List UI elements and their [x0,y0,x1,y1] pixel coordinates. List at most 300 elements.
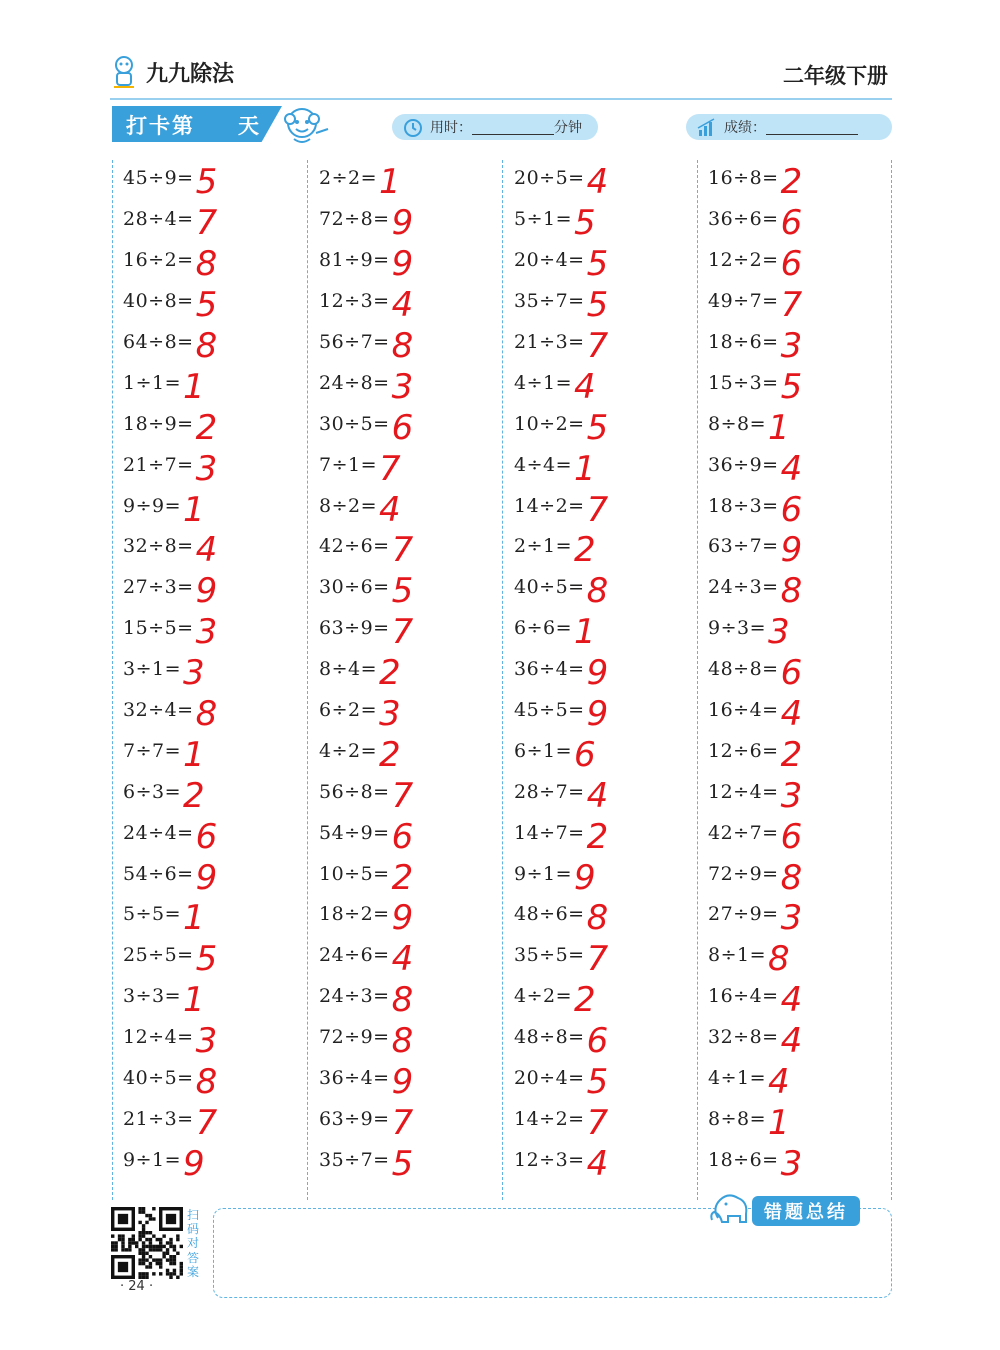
problem-row [123,649,313,694]
handwritten-answer[interactable]: 6 [780,489,803,530]
handwritten-answer[interactable]: 4 [379,489,401,530]
problem-row [514,649,704,694]
handwritten-answer[interactable]: 9 [183,1143,205,1184]
handwritten-answer[interactable]: 8 [195,1062,218,1103]
division-problem: 72÷9= [319,1026,390,1049]
time-blank[interactable] [472,120,554,135]
division-problem: 16÷2= [123,249,194,272]
division-problem: 54÷9= [319,821,390,844]
handwritten-answer[interactable]: 3 [183,653,205,694]
handwritten-answer[interactable]: 9 [586,653,609,694]
problem-row [708,935,898,980]
problem-row [708,690,898,735]
handwritten-answer[interactable]: 3 [768,612,790,653]
grade-label: 二年级下册 [783,64,888,88]
handwritten-answer[interactable]: 7 [391,530,414,571]
division-problem: 8÷8= [708,412,767,435]
division-problem: 40÷5= [514,576,585,599]
division-problem: 32÷8= [708,1026,779,1049]
division-problem: 18÷2= [319,903,390,926]
score-blank[interactable] [766,120,858,135]
handwritten-answer[interactable]: 7 [391,775,414,816]
problem-row [319,199,509,244]
division-problem: 27÷3= [123,576,194,599]
handwritten-answer[interactable]: 6 [780,816,803,857]
problem-row [708,158,898,203]
problem-row [123,690,313,735]
problem-row [514,199,704,244]
problem-row [514,1017,704,1062]
handwritten-answer[interactable]: 7 [586,489,609,530]
division-problem: 20÷4= [514,249,585,272]
page-title: 九九除法 [146,61,235,87]
division-problem: 12÷3= [319,290,390,313]
division-problem: 6÷3= [123,780,182,803]
problem-row [123,322,313,366]
problem-row [514,608,704,653]
problem-row [708,1098,898,1143]
checkin-banner [112,106,302,142]
division-problem: 4÷1= [708,1067,767,1090]
problem-row [514,935,704,980]
division-problem: 10÷5= [319,862,390,885]
problem-row [319,608,509,653]
problem-row [708,1017,898,1062]
division-problem: 21÷3= [514,331,585,353]
division-problem: 25÷5= [123,944,194,967]
handwritten-answer[interactable]: 4 [586,162,609,203]
handwritten-answer[interactable]: 7 [195,203,218,244]
handwritten-answer[interactable]: 7 [780,285,803,326]
division-problem: 16÷4= [708,699,779,722]
division-problem: 28÷7= [514,780,585,803]
problem-row [514,1098,704,1143]
division-problem: 7÷7= [123,739,182,762]
handwritten-answer[interactable]: 3 [379,694,401,735]
problem-row [319,240,509,285]
division-problem: 36÷9= [708,453,779,476]
problem-row [319,1058,509,1103]
handwritten-answer[interactable]: 6 [780,244,803,285]
problem-row [123,526,313,571]
division-problem: 6÷1= [514,739,573,762]
handwritten-answer[interactable]: 5 [391,571,414,612]
division-problem: 24÷3= [708,576,779,599]
problem-row [708,771,898,816]
handwritten-answer[interactable]: 5 [586,285,609,326]
problem-row [319,322,509,366]
handwritten-answer[interactable]: 5 [586,1062,609,1103]
problem-row [708,362,898,407]
division-problem: 24÷8= [319,371,390,394]
handwritten-answer[interactable]: 1 [574,612,596,653]
problem-row [514,812,704,857]
division-problem: 14÷2= [514,1107,585,1130]
problem-row [708,322,898,366]
problem-row [514,526,704,571]
division-problem: 45÷5= [514,699,585,722]
handwritten-answer[interactable]: 5 [586,407,609,448]
handwritten-answer[interactable]: 3 [780,1143,803,1184]
handwritten-answer[interactable]: 3 [780,326,803,366]
division-problem: 40÷5= [123,1067,194,1090]
qr-code[interactable] [111,1207,183,1279]
division-problem: 9÷1= [123,1148,182,1171]
division-problem: 40÷8= [123,290,194,313]
problem-row [708,199,898,244]
division-problem: 42÷6= [319,535,390,558]
checkin-day-label: 天 [238,114,259,138]
problem-row [708,1058,898,1103]
problem-row [708,1139,898,1184]
handwritten-answer[interactable]: 7 [586,326,609,366]
problem-row [319,485,509,530]
problem-row [319,853,509,898]
handwritten-answer[interactable]: 1 [379,162,401,203]
handwritten-answer[interactable]: 4 [391,939,414,980]
division-problem: 4÷1= [514,371,573,394]
division-problem: 10÷2= [514,412,585,435]
handwritten-answer[interactable]: 7 [391,612,414,653]
division-problem: 63÷9= [319,1107,390,1130]
division-problem: 49÷7= [708,290,779,313]
problem-row [123,976,313,1021]
handwritten-answer[interactable]: 5 [195,285,218,326]
problem-column-1 [123,158,313,1184]
division-problem: 36÷4= [514,658,585,681]
handwritten-answer[interactable]: 5 [780,366,803,407]
problem-row [123,1017,313,1062]
problem-row [123,771,313,816]
problem-row [123,281,313,326]
division-problem: 56÷7= [319,331,390,353]
checkin-label: 打卡第 [126,114,195,138]
handwritten-answer[interactable]: 9 [195,857,218,898]
handwritten-answer[interactable]: 4 [195,530,218,571]
handwritten-answer[interactable]: 2 [183,775,205,816]
problem-row [514,322,704,366]
handwritten-answer[interactable]: 6 [586,1021,609,1062]
problem-row [514,240,704,285]
header-divider [110,98,892,100]
division-problem: 24÷3= [319,985,390,1008]
division-problem: 8÷2= [319,494,378,517]
division-problem: 18÷3= [708,494,779,517]
problem-row [514,444,704,489]
problem-row [514,894,704,939]
chart-icon [696,116,718,138]
handwritten-answer[interactable]: 3 [780,898,803,939]
problem-row [319,730,509,775]
handwritten-answer[interactable]: 7 [586,939,609,980]
handwritten-answer[interactable]: 9 [391,244,414,285]
division-problem: 27÷9= [708,903,779,926]
division-problem: 36÷6= [708,208,779,231]
problem-row [514,403,704,448]
handwritten-answer[interactable]: 2 [574,980,596,1021]
handwritten-answer[interactable]: 7 [379,448,401,489]
problem-row [708,608,898,653]
handwritten-answer[interactable]: 1 [183,489,205,530]
problem-row [319,281,509,326]
handwritten-answer[interactable]: 1 [183,734,205,775]
division-problem: 45÷9= [123,167,194,190]
division-problem: 16÷4= [708,985,779,1008]
problem-row [708,853,898,898]
problem-row [514,485,704,530]
column-divider [112,160,113,1200]
handwritten-answer[interactable]: 3 [195,448,218,489]
page-number: · 24 · [120,1279,154,1294]
problem-row [708,649,898,694]
division-problem: 6÷6= [514,617,573,640]
handwritten-answer[interactable]: 3 [780,775,803,816]
problem-row [123,608,313,653]
handwritten-answer[interactable]: 4 [586,1143,609,1184]
handwritten-answer[interactable]: 4 [391,285,414,326]
problem-row [514,771,704,816]
handwritten-answer[interactable]: 8 [780,857,803,898]
division-problem: 12÷4= [708,780,779,803]
problem-row [708,567,898,612]
handwritten-answer[interactable]: 9 [391,1062,414,1103]
division-problem: 3÷3= [123,985,182,1008]
division-problem: 5÷5= [123,903,182,926]
handwritten-answer[interactable]: 1 [768,407,790,448]
problem-column-4 [708,158,898,1184]
division-problem: 42÷7= [708,821,779,844]
handwritten-answer[interactable]: 8 [195,694,218,735]
division-problem: 9÷1= [514,862,573,885]
problem-row [319,812,509,857]
handwritten-answer[interactable]: 4 [574,366,596,407]
division-problem: 30÷5= [319,412,390,435]
division-problem: 12÷4= [123,1026,194,1049]
problem-row [123,1139,313,1184]
handwritten-answer[interactable]: 6 [391,816,414,857]
handwritten-answer[interactable]: 9 [574,857,596,898]
handwritten-answer[interactable]: 2 [574,530,596,571]
division-problem: 2÷1= [514,535,573,558]
problem-row [123,1058,313,1103]
handwritten-answer[interactable]: 8 [586,898,609,939]
time-label: 用时： [430,120,472,136]
division-problem: 48÷8= [708,658,779,681]
handwritten-answer[interactable]: 8 [195,326,218,366]
division-problem: 36÷4= [319,1067,390,1090]
handwritten-answer[interactable]: 2 [586,816,609,857]
problem-row [123,444,313,489]
division-problem: 16÷8= [708,167,779,190]
problem-row [319,976,509,1021]
division-problem: 32÷8= [123,535,194,558]
problem-row [319,362,509,407]
handwritten-answer[interactable]: 8 [586,571,609,612]
division-problem: 20÷5= [514,167,585,190]
division-problem: 14÷2= [514,494,585,517]
problem-row [514,1058,704,1103]
problem-row [514,362,704,407]
division-problem: 21÷7= [123,453,194,476]
problem-row [123,362,313,407]
problem-row [319,771,509,816]
division-problem: 24÷4= [123,821,194,844]
division-problem: 72÷8= [319,208,390,231]
handwritten-answer[interactable]: 2 [780,734,803,775]
division-problem: 56÷8= [319,780,390,803]
division-problem: 35÷7= [514,290,585,313]
division-problem: 4÷2= [319,739,378,762]
problem-row [708,240,898,285]
problem-row [708,403,898,448]
handwritten-answer[interactable]: 7 [586,1102,609,1143]
division-problem: 6÷2= [319,699,378,722]
division-problem: 12÷6= [708,739,779,762]
handwritten-answer[interactable]: 9 [391,203,414,244]
problem-row [319,403,509,448]
problem-row [708,485,898,530]
problem-row [708,894,898,939]
handwritten-answer[interactable]: 1 [768,1102,790,1143]
division-problem: 64÷8= [123,331,194,353]
problem-row [319,1017,509,1062]
mistakes-summary-label: 错题总结 [752,1196,860,1226]
division-problem: 21÷3= [123,1107,194,1130]
handwritten-answer[interactable]: 9 [586,694,609,735]
problem-row [514,281,704,326]
division-problem: 9÷9= [123,494,182,517]
handwritten-answer[interactable]: 4 [780,980,803,1021]
division-problem: 4÷2= [514,985,573,1008]
division-problem: 18÷6= [708,1148,779,1171]
handwritten-answer[interactable]: 2 [391,857,414,898]
handwritten-answer[interactable]: 2 [379,653,401,694]
handwritten-answer[interactable]: 9 [195,571,218,612]
handwritten-answer[interactable]: 6 [780,653,803,694]
problem-column-3 [514,158,704,1184]
handwritten-answer[interactable]: 5 [391,1143,414,1184]
handwritten-answer[interactable]: 5 [195,939,218,980]
problem-row [123,853,313,898]
handwritten-answer[interactable]: 1 [183,980,205,1021]
division-problem: 30÷6= [319,576,390,599]
division-problem: 72÷9= [708,862,779,885]
division-problem: 35÷5= [514,944,585,967]
handwritten-answer[interactable]: 3 [195,1021,218,1062]
problem-row [319,935,509,980]
problem-row [123,199,313,244]
handwritten-answer[interactable]: 5 [586,244,609,285]
handwritten-answer[interactable]: 3 [391,366,414,407]
handwritten-answer[interactable]: 8 [391,980,414,1021]
division-problem: 1÷1= [123,371,182,394]
division-problem: 2÷2= [319,167,378,190]
handwritten-answer[interactable]: 4 [780,694,803,735]
division-problem: 8÷4= [319,658,378,681]
handwritten-answer[interactable]: 8 [780,571,803,612]
division-problem: 3÷1= [123,658,182,681]
problem-row [514,1139,704,1184]
problem-row [514,853,704,898]
handwritten-answer[interactable]: 7 [195,1102,218,1143]
handwritten-answer[interactable]: 1 [574,448,596,489]
problem-row [514,567,704,612]
handwritten-answer[interactable]: 4 [780,448,803,489]
handwritten-answer[interactable]: 2 [379,734,401,775]
division-problem: 48÷6= [514,903,585,926]
problem-row [123,812,313,857]
problem-row [123,403,313,448]
handwritten-answer[interactable]: 8 [195,244,218,285]
problem-row [123,1098,313,1143]
handwritten-answer[interactable]: 1 [183,366,205,407]
problem-row [319,1139,509,1184]
problem-row [708,526,898,571]
handwritten-answer[interactable]: 5 [195,162,218,203]
division-problem: 9÷3= [708,617,767,640]
monkey-mascot-icon [282,103,332,147]
handwritten-answer[interactable]: 4 [586,775,609,816]
problem-row [708,444,898,489]
score-label: 成绩： [724,120,766,136]
division-problem: 54÷6= [123,862,194,885]
handwritten-answer[interactable]: 5 [574,203,596,244]
problem-row [319,526,509,571]
division-problem: 81÷9= [319,249,390,272]
problem-row [123,730,313,775]
handwritten-answer[interactable]: 2 [780,162,803,203]
problem-row [123,158,313,203]
handwritten-answer[interactable]: 8 [391,1021,414,1062]
handwritten-answer[interactable]: 6 [195,816,218,857]
problem-row [708,730,898,775]
handwritten-answer[interactable]: 8 [391,326,414,366]
division-problem: 18÷9= [123,412,194,435]
handwritten-answer[interactable]: 9 [780,530,803,571]
problem-row [514,158,704,203]
division-problem: 32÷4= [123,699,194,722]
handwritten-answer[interactable]: 4 [768,1062,790,1103]
division-problem: 18÷6= [708,331,779,353]
handwritten-answer[interactable]: 8 [768,939,790,980]
handwritten-answer[interactable]: 4 [780,1021,803,1062]
division-problem: 5÷1= [514,208,573,231]
division-problem: 12÷3= [514,1148,585,1171]
handwritten-answer[interactable]: 2 [195,407,218,448]
problem-row [708,812,898,857]
scan-answer-text: 扫码对答案 [187,1208,200,1279]
handwritten-answer[interactable]: 3 [195,612,218,653]
division-problem: 8÷1= [708,944,767,967]
division-problem: 15÷5= [123,617,194,640]
problem-row [514,730,704,775]
handwritten-answer[interactable]: 1 [183,898,205,939]
handwritten-answer[interactable]: 7 [391,1102,414,1143]
division-problem: 8÷8= [708,1107,767,1130]
division-problem: 12÷2= [708,249,779,272]
division-problem: 48÷8= [514,1026,585,1049]
division-problem: 7÷1= [319,453,378,476]
handwritten-answer[interactable]: 6 [574,734,596,775]
handwritten-answer[interactable]: 9 [391,898,414,939]
elephant-icon [706,1188,756,1226]
division-problem: 24÷6= [319,944,390,967]
problem-row [319,894,509,939]
handwritten-answer[interactable]: 6 [780,203,803,244]
division-problem: 15÷3= [708,371,779,394]
handwritten-answer[interactable]: 6 [391,407,414,448]
header-left [110,52,234,92]
